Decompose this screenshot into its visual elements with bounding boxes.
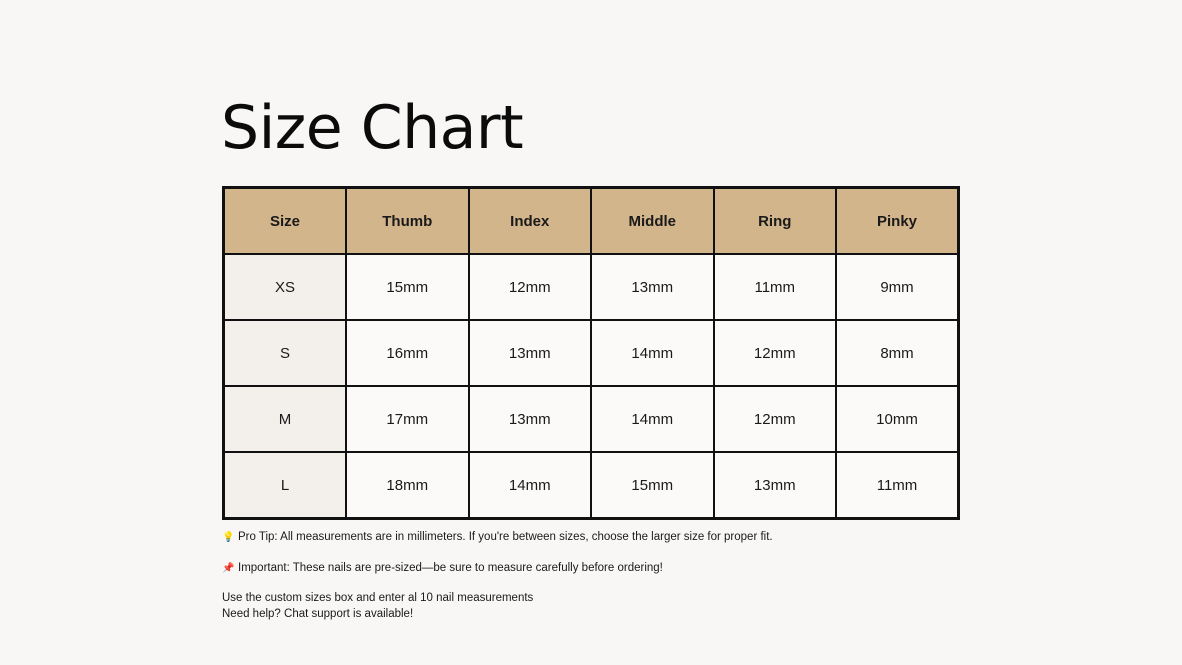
pro-tip-text: Pro Tip: All measurements are in millimeters. If you're between sizes, choose the larger size for proper fit. xyxy=(238,531,773,543)
pinky-cell: 11mm xyxy=(836,452,959,519)
index-cell: 13mm xyxy=(469,386,592,452)
table-row xyxy=(224,254,959,320)
important-text: Important: These nails are pre-sized—be sure to measure carefully before ordering! xyxy=(238,562,663,574)
size-cell: L xyxy=(224,452,347,519)
ring-cell: 12mm xyxy=(714,386,837,452)
help-text: Need help? Chat support is available! xyxy=(222,608,414,620)
middle-cell: 14mm xyxy=(591,386,714,452)
pinky-cell: 10mm xyxy=(836,386,959,452)
column-header-thumb: Thumb xyxy=(346,188,469,255)
table-row xyxy=(224,386,959,452)
thumb-cell: 15mm xyxy=(346,254,469,320)
table-header-row xyxy=(224,188,959,255)
index-cell: 12mm xyxy=(469,254,592,320)
column-header-pinky: Pinky xyxy=(836,188,959,255)
size-cell: XS xyxy=(224,254,347,320)
column-header-index: Index xyxy=(469,188,592,255)
pro-tip-note xyxy=(222,528,773,546)
thumb-cell: 16mm xyxy=(346,320,469,386)
page-title: Size Chart xyxy=(221,93,524,163)
middle-cell: 15mm xyxy=(591,452,714,519)
index-cell: 13mm xyxy=(469,320,592,386)
column-header-size: Size xyxy=(224,188,347,255)
ring-cell: 11mm xyxy=(714,254,837,320)
column-header-middle: Middle xyxy=(591,188,714,255)
thumb-cell: 18mm xyxy=(346,452,469,519)
pinky-cell: 9mm xyxy=(836,254,959,320)
table-row xyxy=(224,452,959,519)
column-header-ring: Ring xyxy=(714,188,837,255)
size-cell: M xyxy=(224,386,347,452)
middle-cell: 14mm xyxy=(591,320,714,386)
pinky-cell: 8mm xyxy=(836,320,959,386)
custom-sizes-text: Use the custom sizes box and enter al 10 nail measurements xyxy=(222,592,534,604)
thumb-cell: 17mm xyxy=(346,386,469,452)
size-cell: S xyxy=(224,320,347,386)
ring-cell: 12mm xyxy=(714,320,837,386)
size-chart-table xyxy=(222,186,960,520)
pushpin-icon: 📌 xyxy=(222,563,235,574)
index-cell: 14mm xyxy=(469,452,592,519)
middle-cell: 13mm xyxy=(591,254,714,320)
lightbulb-icon: 💡 xyxy=(222,532,235,543)
ring-cell: 13mm xyxy=(714,452,837,519)
notes-section xyxy=(222,528,773,622)
important-note xyxy=(222,559,773,577)
table-row xyxy=(224,320,959,386)
